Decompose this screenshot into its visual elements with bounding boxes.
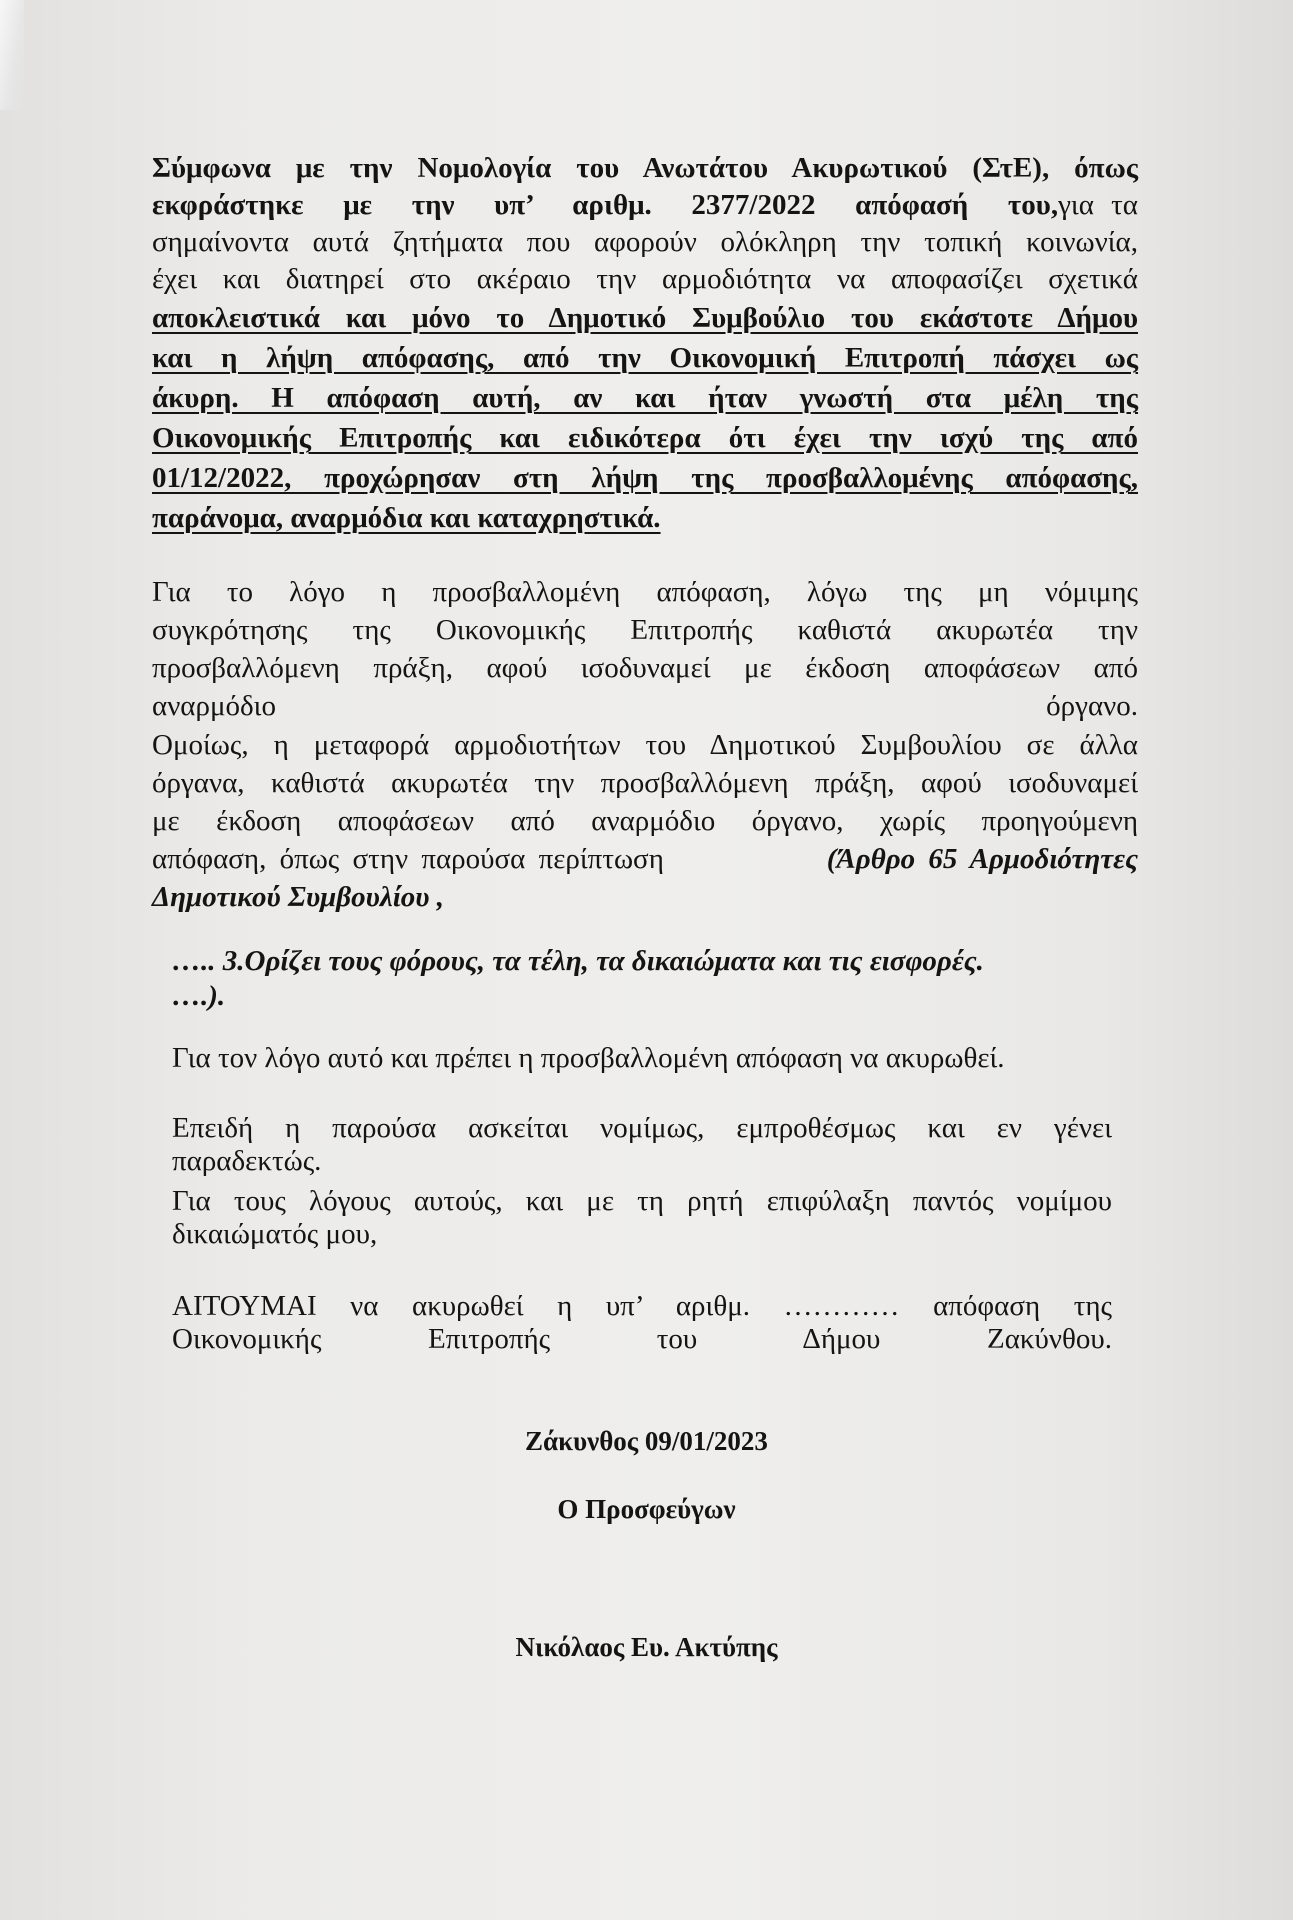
- quote-line-1: ….. 3.Ορίζει τους φόρους, τα τέλη, τα δικαιώματα και τις εισφορές.: [172, 945, 984, 977]
- request-line-1: ΑΙΤΟΥΜΑΙ να ακυρωθεί η υπ’ αριθμ. ………… απόφαση της: [172, 1290, 1112, 1322]
- underlined-line-3: άκυρη. Η απόφαση αυτή, αν και ήταν γνωστή στα μέλη της: [152, 382, 1138, 414]
- para2-word-left: αναρμόδιο: [152, 690, 276, 722]
- underlined-line-6: παράνομα, αναρμόδια και καταχρηστικά.: [152, 502, 661, 534]
- para1-line-2-regular: για τα: [1058, 189, 1138, 221]
- para4-line-2: παραδεκτώς.: [172, 1145, 322, 1177]
- underlined-line-5: 01/12/2022, προχώρησαν στη λήψη της προσβαλλομένης απόφασης,: [152, 462, 1138, 494]
- para2-line-4: [152, 688, 1138, 724]
- para3-line-3: με έκδοση αποφάσεων από αναρμόδιο όργανο, χωρίς προηγούμενη: [152, 805, 1138, 837]
- para4-line-3: Για τους λόγους αυτούς, και με τη ρητή επιφύλαξη παντός νομίμου: [172, 1185, 1112, 1217]
- para4-line-1: Επειδή η παρούσα ασκείται νομίμως, εμπροθέσμως και εν γένει: [172, 1112, 1112, 1144]
- request-line-2: Οικονομικής Επιτροπής του Δήμου Ζακύνθου.: [172, 1323, 1112, 1355]
- place-date: Ζάκυνθος 09/01/2023: [525, 1426, 768, 1456]
- para3-line-4-regular: απόφαση, όπως στην παρούσα περίπτωση: [152, 843, 664, 875]
- article-reference: (Άρθρο 65 Αρμοδιότητες: [826, 843, 1138, 875]
- conclusion-line: Για τον λόγο αυτό και πρέπει η προσβαλλομένη απόφαση να ακυρωθεί.: [172, 1042, 1005, 1074]
- para1-line-2: [152, 187, 1138, 223]
- underlined-line-2: και η λήψη απόφασης, από την Οικονομική Επιτροπή πάσχει ως: [152, 342, 1138, 374]
- para2-word-right: όργανο.: [1046, 690, 1138, 722]
- quote-line-2: ….).: [172, 980, 226, 1012]
- para1-line-1: Σύμφωνα με την Νομολογία του Ανωτάτου Ακυρωτικού (ΣτΕ), όπως: [152, 152, 1138, 184]
- underlined-line-4: Οικονομικής Επιτροπής και ειδικότερα ότι έχει την ισχύ της από: [152, 422, 1138, 454]
- signatory-name: Νικόλαος Ευ. Ακτύπης: [515, 1632, 778, 1662]
- page-corner-fold: [0, 0, 24, 110]
- para1-line-3: σημαίνοντα αυτά ζητήματα που αφορούν ολόκληρη την τοπική κοινωνία,: [152, 226, 1138, 258]
- para2-line-2: συγκρότησης της Οικονομικής Επιτροπής καθιστά ακυρωτέα την: [152, 614, 1138, 646]
- para2-line-3: προσβαλλόμενη πράξη, αφού ισοδυναμεί με έκδοση αποφάσεων από: [152, 652, 1138, 684]
- para1-line-2-bold: εκφράστηκε με την υπ’ αριθμ. 2377/2022 απόφασή του,: [152, 189, 1059, 221]
- para3-line-2: όργανα, καθιστά ακυρωτέα την προσβαλλόμενη πράξη, αφού ισοδυναμεί: [152, 767, 1138, 799]
- signatory-role: Ο Προσφεύγων: [557, 1494, 736, 1524]
- para3-line-5: Δημοτικού Συμβουλίου ,: [152, 881, 444, 913]
- underlined-line-1: αποκλειστικά και μόνο το Δημοτικό Συμβούλιο του εκάστοτε Δήμου: [152, 302, 1138, 334]
- para3-line-4: [152, 841, 1138, 877]
- para4-line-4: δικαιώματός μου,: [172, 1218, 378, 1250]
- para2-line-1: Για το λόγο η προσβαλλομένη απόφαση, λόγω της μη νόμιμης: [152, 576, 1138, 608]
- para1-line-4: έχει και διατηρεί στο ακέραιο την αρμοδιότητα να αποφασίζει σχετικά: [152, 263, 1138, 295]
- para3-line-1: Ομοίως, η μεταφορά αρμοδιοτήτων του Δημοτικού Συμβουλίου σε άλλα: [152, 729, 1138, 761]
